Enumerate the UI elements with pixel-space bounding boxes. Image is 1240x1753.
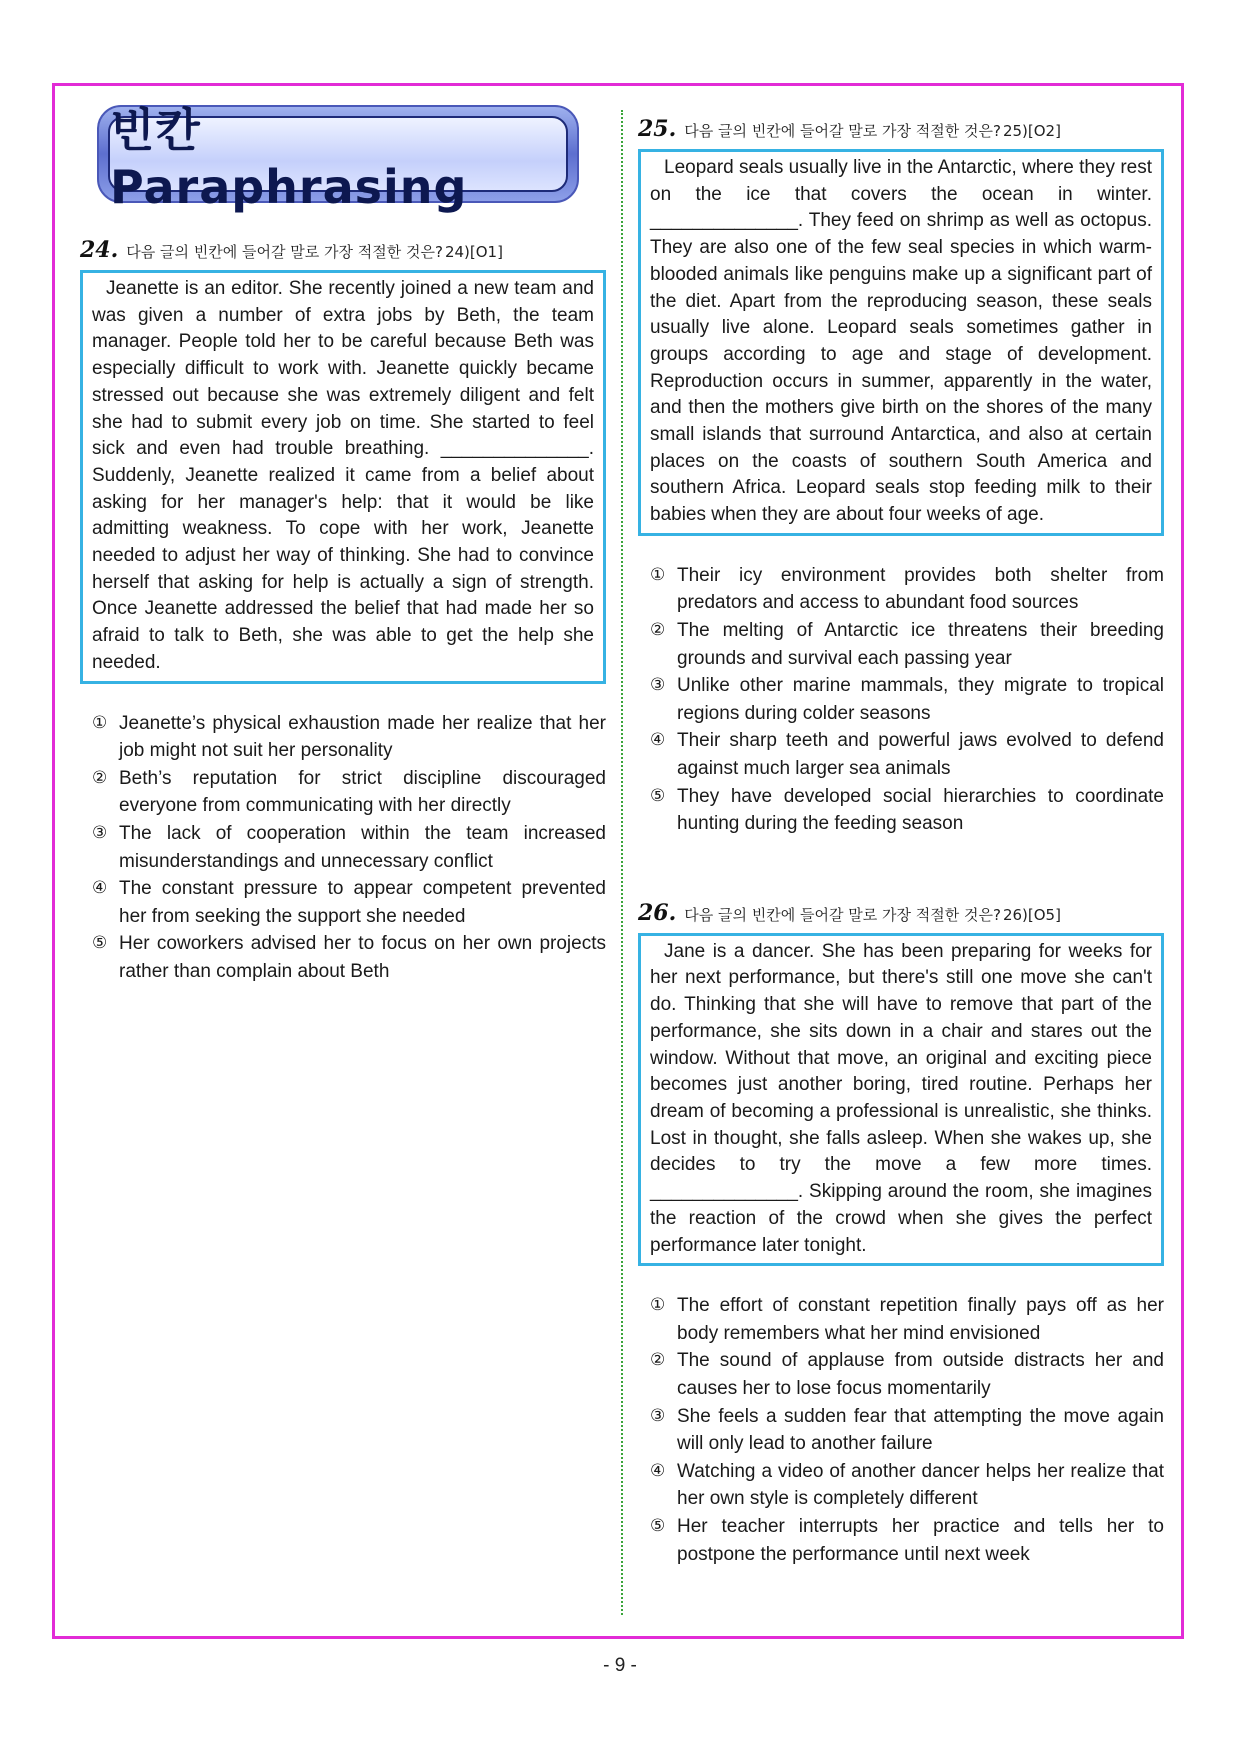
option-5[interactable]	[650, 783, 1164, 838]
question-header	[80, 237, 606, 267]
question-instruction: 다음 글의 빈칸에 들어갈 말로 가장 적절한 것은?	[684, 122, 1001, 140]
answer-options	[638, 562, 1164, 838]
option-1[interactable]	[92, 710, 606, 765]
option-5[interactable]	[92, 930, 606, 985]
option-mark: ④	[650, 1460, 666, 1481]
question-number: 26.	[638, 899, 677, 926]
question-code: 25)[O2]	[1002, 122, 1061, 140]
question-26	[638, 900, 1164, 1568]
option-4[interactable]	[650, 1458, 1164, 1513]
option-2[interactable]	[650, 617, 1164, 672]
option-text: The sound of applause from outside distracts her and causes her to lose focus momentarily	[677, 1350, 1164, 1399]
option-mark: ⑤	[650, 785, 666, 806]
question-header	[638, 116, 1164, 146]
section-title: 빈칸 Paraphrasing	[110, 103, 468, 214]
question-number: 25.	[638, 116, 677, 142]
option-4[interactable]	[650, 727, 1164, 782]
section-banner	[97, 103, 579, 214]
option-text: Her coworkers advised her to focus on her own projects rather than complain about Beth	[119, 933, 606, 982]
option-text: Watching a video of another dancer helps her realize that her own style is completely different	[677, 1460, 1164, 1510]
option-3[interactable]	[92, 820, 606, 875]
option-text: Unlike other marine mammals, they migrate to tropical regions during colder seasons	[677, 675, 1164, 724]
option-mark: ②	[92, 767, 108, 788]
option-text: The melting of Antarctic ice threatens their breeding grounds and survival each passing year	[677, 620, 1164, 669]
question-header	[638, 900, 1164, 930]
column-divider	[621, 110, 623, 1615]
option-2[interactable]	[650, 1347, 1164, 1402]
passage-box: Leopard seals usually live in the Antarctic, where they rest on the ice that covers the ocean in winter. ______________. They feed on shrimp as well as octopus. They are also one of the few seal species in which warm-blooded animals like penguins make up a significant part of the diet. Apart from the reproducing season, these seals usually live alone. Leopard seals sometimes gather in groups according to age and stage of development. Reproduction occurs in summer, apparently in the water, and then the mothers give birth on the shores of the many small islands that surround Antarctica, and also at certain places on the coasts of southern South America and southern Africa. Leopard seals stop feeding milk to their babies when they are about four weeks of age.	[638, 149, 1164, 536]
question-instruction: 다음 글의 빈칸에 들어갈 말로 가장 적절한 것은?	[684, 905, 1001, 924]
option-1[interactable]	[650, 1292, 1164, 1347]
passage-box: Jeanette is an editor. She recently joined a new team and was given a number of extra jobs by Beth, the team manager. People told her to be careful because Beth was especially difficult to work with. Jeanette quickly became stressed out because she was extremely diligent and felt she had to submit every job on time. She started to feel sick and even had trouble breathing. ______________. Suddenly, Jeanette realized it came from a belief about asking for her manager's help: that it would be like admitting weakness. To cope with her work, Jeanette needed to adjust her way of thinking. She had to convince herself that asking for help is actually a sign of strength. Once Jeanette addressed the belief that had made her so afraid to talk to Beth, she was able to get the help she needed.	[80, 270, 606, 684]
option-mark: ④	[650, 730, 666, 751]
option-text: The effort of constant repetition finally pays off as her body remembers what her mind envisioned	[677, 1295, 1164, 1344]
question-25	[638, 116, 1164, 838]
left-column	[80, 105, 606, 985]
option-text: Their sharp teeth and powerful jaws evolved to defend against much larger sea animals	[677, 730, 1164, 779]
question-code: 24)[O1]	[444, 243, 503, 261]
option-mark: ①	[92, 712, 108, 733]
answer-options	[638, 1292, 1164, 1568]
option-text: Their icy environment provides both shelter from predators and access to abundant food sources	[677, 564, 1164, 614]
question-24	[80, 237, 606, 985]
option-text: They have developed social hierarchies to coordinate hunting during the feeding season	[677, 785, 1164, 835]
option-mark: ②	[650, 1350, 666, 1371]
option-text: The constant pressure to appear competent prevented her from seeking the support she needed	[119, 878, 606, 927]
right-column	[638, 116, 1164, 1568]
option-mark: ④	[92, 878, 108, 899]
passage-box: Jane is a dancer. She has been preparing for weeks for her next performance, but there's still one move she can't do. Thinking that she will have to remove that part of the performance, she sits down in a chair and stares out the window. Without that move, an original and exciting piece becomes just another boring, tired routine. Perhaps her dream of becoming a professional is unrealistic, she thinks. Lost in thought, she falls asleep. When she wakes up, she decides to try the move a few more times. ______________. Skipping around the room, she imagines the reaction of the crowd when she gives the perfect performance later tonight.	[638, 933, 1164, 1266]
option-mark: ①	[650, 564, 666, 585]
option-text: Jeanette’s physical exhaustion made her realize that her job might not suit her personality	[119, 712, 606, 762]
option-4[interactable]	[92, 875, 606, 930]
option-text: Beth’s reputation for strict discipline discouraged everyone from communicating with her directly	[119, 767, 606, 817]
option-mark: ③	[650, 675, 666, 696]
section-banner-inner	[108, 103, 568, 214]
question-instruction: 다음 글의 빈칸에 들어갈 말로 가장 적절한 것은?	[126, 243, 443, 261]
option-text: She feels a sudden fear that attempting the move again will only lead to another failure	[677, 1405, 1164, 1455]
option-text: Her teacher interrupts her practice and tells her to postpone the performance until next week	[677, 1515, 1164, 1565]
option-1[interactable]	[650, 562, 1164, 617]
question-number: 24.	[80, 237, 119, 263]
option-mark: ③	[92, 822, 108, 843]
option-mark: ②	[650, 620, 666, 641]
option-3[interactable]	[650, 672, 1164, 727]
option-mark: ③	[650, 1405, 666, 1426]
page-number: - 9 -	[603, 1655, 637, 1676]
question-code: 26)[O5]	[1002, 905, 1061, 924]
option-2[interactable]	[92, 765, 606, 820]
option-mark: ⑤	[650, 1515, 666, 1536]
option-5[interactable]	[650, 1513, 1164, 1568]
option-mark: ①	[650, 1295, 666, 1316]
option-3[interactable]	[650, 1403, 1164, 1458]
answer-options	[80, 710, 606, 986]
option-mark: ⑤	[92, 933, 108, 954]
option-text: The lack of cooperation within the team increased misunderstandings and unnecessary conflict	[119, 822, 606, 872]
